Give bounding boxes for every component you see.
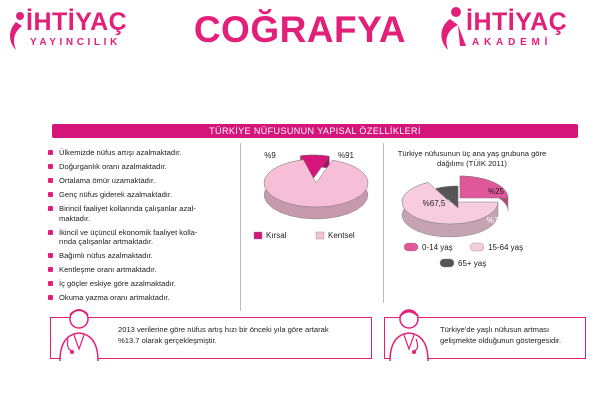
right-logo-subtitle: AKADEMİ — [472, 37, 553, 48]
list-item: Okuma yazma oranı artmaktadır. — [46, 293, 236, 303]
logo-figure-icon — [436, 6, 470, 52]
column-divider — [383, 143, 384, 303]
legend-swatch — [404, 243, 418, 251]
bullet-icon — [48, 267, 53, 272]
list-item: Kentleşme oranı artmaktadır. — [46, 265, 236, 275]
list-item: Bağımlı nüfus azalmaktadır. — [46, 251, 236, 261]
legend-swatch — [440, 259, 454, 267]
ihtiyac-akademi-logo — [436, 6, 596, 54]
bullet-icon — [48, 192, 53, 197]
legend-label: 0-14 yaş — [422, 243, 453, 252]
right-logo-brand: İHTİYAÇ — [466, 8, 568, 36]
legend-swatch — [254, 232, 262, 239]
bullet-icon — [48, 281, 53, 286]
bullet-icon — [48, 150, 53, 155]
list-item: Ortalama ömür uzamaktadır. — [46, 176, 236, 186]
pie-value-label: %7,5 — [486, 216, 506, 225]
age-chart-title: Türkiye nüfusunun üç ana yaş grubuna göre dağılımı (TÜİK 2011) — [397, 149, 547, 168]
pie-value-label: %91 — [337, 151, 355, 160]
logo-figure-icon — [6, 10, 28, 52]
urban-rural-pie-chart — [244, 143, 379, 263]
legend-label: 65+ yaş — [458, 259, 487, 268]
legend-label: 15-64 yaş — [488, 243, 524, 252]
pie-value-label: %25 — [487, 187, 505, 196]
doctor-icon — [384, 305, 434, 361]
bullet-icon — [48, 253, 53, 258]
facts-list — [46, 148, 236, 307]
doctor-icon — [52, 305, 106, 361]
bullet-icon — [48, 230, 53, 235]
note-text-growth: 2013 verilerine göre nüfus artış hızı bir önceki yıla göre artarak %13.7 olarak gerçekleşmiştir. — [118, 325, 329, 345]
list-item: Doğurganlık oranı azalmaktadır. — [46, 162, 236, 172]
list-item: Ülkemizde nüfus artışı azalmaktadır. — [46, 148, 236, 158]
page-title: COĞRAFYA — [193, 9, 407, 50]
ihtiyac-yayincilik-logo — [6, 8, 156, 56]
column-divider — [240, 143, 241, 311]
bullet-icon — [48, 206, 53, 211]
list-item: İkincil ve üçüncül ekonomik faaliyet kolla- rında çalışanlar artmaktadır. — [46, 228, 236, 247]
legend-label: Kentsel — [328, 231, 355, 240]
left-logo-subtitle: YAYINCILIK — [30, 37, 121, 48]
bullet-icon — [48, 178, 53, 183]
legend-label: Kırsal — [266, 231, 287, 240]
legend-swatch — [470, 243, 484, 251]
age-groups-pie-chart — [390, 170, 590, 285]
list-item: Birincil faaliyet kollarında çalışanlar azal- maktadır. — [46, 204, 236, 223]
section-title: TÜRKİYE NÜFUSUNUN YAPISAL ÖZELLİKLERİ — [209, 126, 421, 136]
pie-value-label: %9 — [264, 151, 276, 160]
list-item: İç göçler eskiye göre azalmaktadır. — [46, 279, 236, 289]
left-logo-brand: İHTİYAÇ — [26, 8, 128, 36]
legend-swatch — [316, 232, 324, 239]
list-item: Genç nüfus giderek azalmaktadır. — [46, 190, 236, 200]
bullet-icon — [48, 295, 53, 300]
pie-value-label: %67,5 — [422, 199, 446, 208]
note-text-elderly: Türkiye'de yaşlı nüfusun artması gelişmekte olduğunun göstergesidir. — [440, 325, 562, 345]
bullet-icon — [48, 164, 53, 169]
